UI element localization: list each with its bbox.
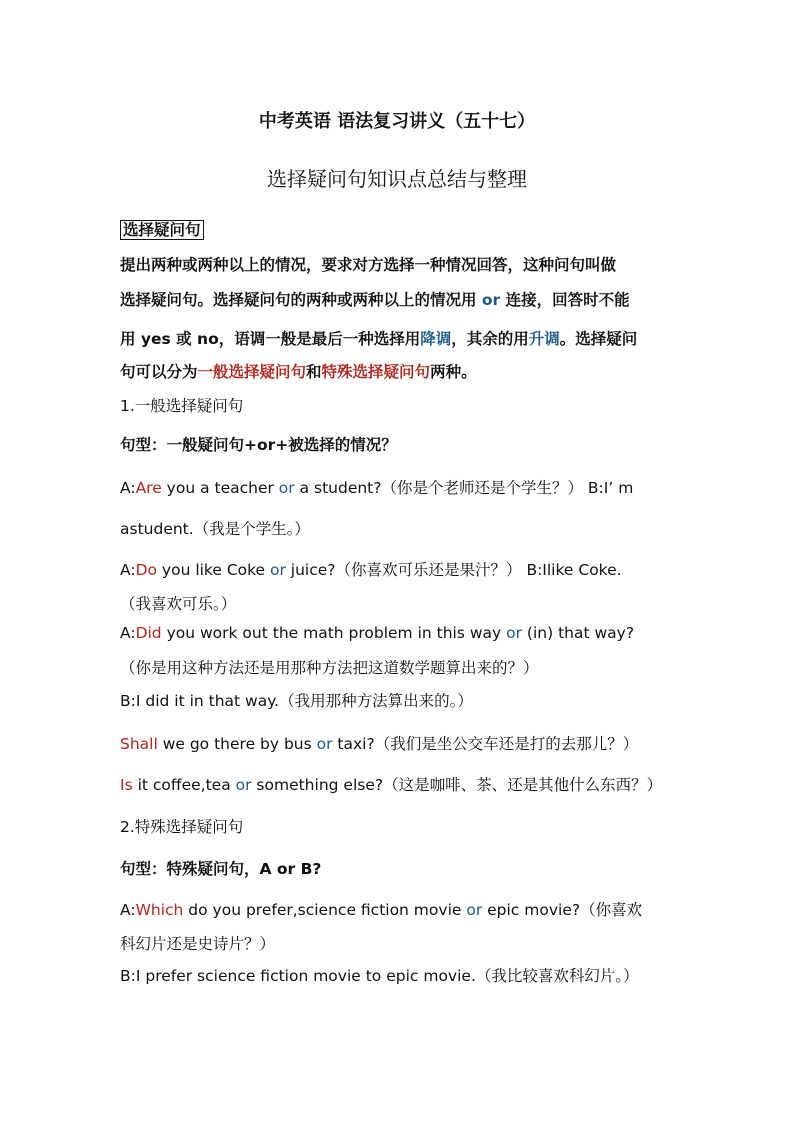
- question-word: Is: [120, 776, 133, 794]
- speaker: A:: [120, 561, 136, 579]
- intro-line-1: 提出两种或两种以上的情况，要求对方选择一种情况回答，这种问句叫做: [120, 256, 617, 274]
- section-1-heading: 1.一般选择疑问句: [120, 397, 244, 415]
- keyword-or: or: [316, 735, 333, 753]
- example-2-line-2: （我喜欢可乐。）: [120, 595, 237, 613]
- keyword-or: or: [481, 291, 501, 309]
- keyword-or: or: [235, 776, 252, 794]
- speaker: A:: [120, 901, 136, 919]
- example-6-line-1: [120, 898, 642, 920]
- example-4: [120, 732, 638, 754]
- example-text: a student?（你是个老师还是个学生？） B:I’ m: [294, 479, 634, 497]
- example-1-line-2: astudent.（我是个学生。）: [120, 520, 310, 538]
- speaker: A:: [120, 624, 136, 642]
- keyword-or: or: [270, 561, 286, 579]
- example-text: do you prefer,science fiction movie: [183, 901, 467, 919]
- example-text: juice?（你喜欢可乐还是果汁？） B:Ilike Coke.: [285, 561, 622, 579]
- intro-text: 。选择疑问: [559, 330, 638, 348]
- keyword-general-choice: 一般选择疑问句: [197, 363, 307, 381]
- example-6-line-2: 科幻片还是史诗片？）: [120, 935, 276, 953]
- section-label-line: [120, 218, 204, 240]
- intro-line-4: [120, 360, 477, 382]
- question-word: Did: [135, 624, 162, 642]
- example-text: you a teacher: [161, 479, 279, 497]
- speaker: A:: [120, 479, 136, 497]
- page-subtitle: 选择疑问句知识点总结与整理: [267, 167, 527, 191]
- example-text: something else?（这是咖啡、茶、还是其他什么东西？）: [251, 776, 663, 794]
- example-3-line-1: [120, 624, 634, 642]
- intro-line-3: [120, 327, 637, 349]
- example-text: you work out the math problem in this way: [161, 624, 507, 642]
- section-label: 选择疑问句: [120, 220, 204, 240]
- section-1-pattern: 句型：一般疑问句+or+被选择的情况？: [120, 436, 397, 454]
- example-text: we go there by bus: [157, 735, 317, 753]
- intro-text: 连接，回答时不能: [500, 291, 630, 309]
- intro-text: 和: [306, 363, 322, 381]
- example-text: epic movie?（你喜欢: [482, 901, 643, 919]
- keyword-or: or: [278, 479, 295, 497]
- example-text: it coffee,tea: [132, 776, 236, 794]
- question-word: Shall: [120, 735, 158, 753]
- section-2-pattern: 句型：特殊疑问句，A or B?: [120, 860, 322, 878]
- question-word: Do: [135, 561, 157, 579]
- keyword-falling-tone: 降调: [420, 330, 452, 348]
- example-2-line-1: [120, 558, 622, 580]
- keyword-or: or: [506, 624, 522, 642]
- page-title: 中考英语 语法复习讲义（五十七）: [258, 111, 536, 132]
- intro-text: 选择疑问句。选择疑问句的两种或两种以上的情况用: [120, 291, 482, 309]
- keyword-special-choice: 特殊选择疑问句: [321, 363, 431, 381]
- intro-text: 两种。: [430, 363, 477, 381]
- intro-text: 用 yes 或 no，语调一般是最后一种选择用: [120, 330, 421, 348]
- question-word: Are: [135, 479, 162, 497]
- section-2-heading: 2.特殊选择疑问句: [120, 818, 244, 836]
- intro-text: ，其余的用: [451, 330, 529, 348]
- example-3-answer: B:I did it in that way.（我用那种方法算出来的。）: [120, 692, 473, 710]
- example-5: [120, 773, 662, 795]
- example-text: taxi?（我们是坐公交车还是打的去那儿？）: [332, 735, 639, 753]
- example-1-line-1: [120, 476, 633, 498]
- example-text: (in) that way?: [522, 624, 635, 642]
- question-word: Which: [135, 901, 184, 919]
- example-6-answer: B:I prefer science fiction movie to epic movie.（我比较喜欢科幻片。）: [120, 967, 639, 985]
- keyword-or: or: [466, 901, 483, 919]
- intro-text: 句可以分为: [120, 363, 198, 381]
- example-text: you like Coke: [156, 561, 271, 579]
- example-3-line-2: （你是用这种方法还是用那种方法把这道数学题算出来的？）: [120, 659, 539, 677]
- keyword-rising-tone: 升调: [528, 330, 560, 348]
- intro-line-2: [120, 288, 630, 310]
